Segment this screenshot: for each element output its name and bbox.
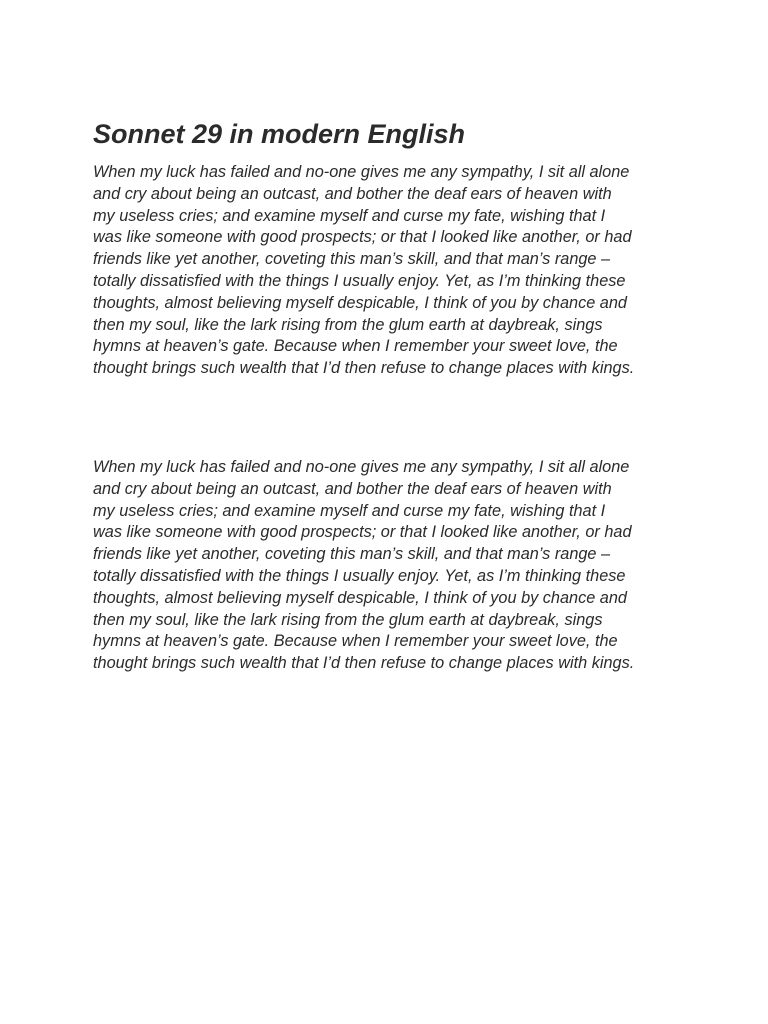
- document-page: [93, 116, 683, 675]
- paragraph-line: my useless cries; and examine myself and curse my fate, wishing that I: [93, 206, 606, 225]
- paragraph-line: When my luck has failed and no-one gives me any sympathy, I sit all alone: [93, 163, 630, 181]
- paragraph-line: thoughts, almost believing myself despicable, I think of you by chance and: [93, 588, 627, 607]
- paragraph-line: was like someone with good prospects; or that I looked like another, or had: [93, 228, 632, 247]
- paragraph-line: was like someone with good prospects; or that I looked like another, or had: [93, 523, 632, 542]
- paragraph-line: hymns at heaven’s gate. Because when I remember your sweet love, the: [93, 337, 618, 356]
- paragraph-spacer: [93, 380, 683, 457]
- paragraph-line: thought brings such wealth that I’d then refuse to change places with kings.: [93, 654, 635, 673]
- paragraph-line: friends like yet another, coveting this man’s skill, and that man’s range –: [93, 545, 611, 564]
- paragraph-line: hymns at heaven’s gate. Because when I remember your sweet love, the: [93, 632, 618, 651]
- paragraph-line: totally dissatisfied with the things I usually enjoy. Yet, as I’m thinking these: [93, 271, 626, 290]
- paragraph-line: and cry about being an outcast, and bother the deaf ears of heaven with: [93, 479, 612, 498]
- paragraph-line: my useless cries; and examine myself and curse my fate, wishing that I: [93, 501, 606, 520]
- paragraph-line: When my luck has failed and no-one gives me any sympathy, I sit all alone: [93, 457, 630, 476]
- paragraph-line: then my soul, like the lark rising from the glum earth at daybreak, sings: [93, 610, 603, 629]
- paragraph-line: friends like yet another, coveting this man’s skill, and that man’s range –: [93, 250, 611, 269]
- paragraph-line: then my soul, like the lark rising from the glum earth at daybreak, sings: [93, 315, 603, 334]
- paragraph-line: totally dissatisfied with the things I usually enjoy. Yet, as I’m thinking these: [93, 566, 626, 585]
- paragraph-line: thought brings such wealth that I’d then refuse to change places with kings.: [93, 359, 635, 378]
- page-title: Sonnet 29 in modern English: [93, 119, 466, 149]
- paragraph-2: [93, 457, 683, 675]
- paragraph-line: thoughts, almost believing myself despicable, I think of you by chance and: [93, 293, 627, 312]
- paragraph-line: and cry about being an outcast, and bother the deaf ears of heaven with: [93, 184, 612, 203]
- paragraph-1: [93, 162, 683, 380]
